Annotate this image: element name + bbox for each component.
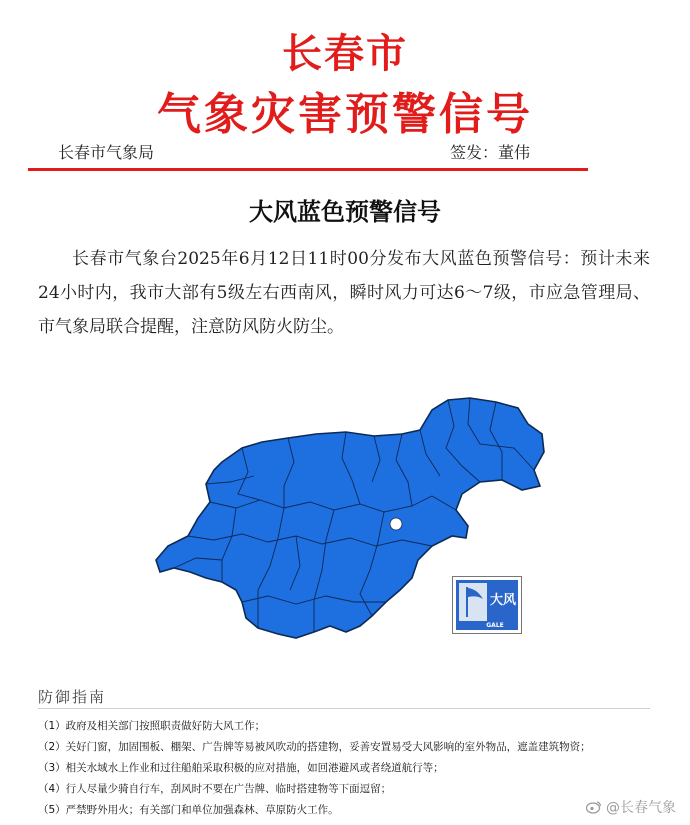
guide-item: （2）关好门窗，加固围板、棚架、广告牌等易被风吹动的搭建物，妥善安置易受大风影响的室外物品，遮盖建筑物资； xyxy=(38,741,591,753)
badge-sublabel: GALE xyxy=(486,622,504,629)
guide-list xyxy=(38,716,658,821)
red-divider xyxy=(28,168,588,171)
badge-label: 大风 xyxy=(489,593,517,608)
issuer: 长春市气象局 xyxy=(58,143,155,162)
warning-body: 长春市气象台2025年6月12日11时00分发布大风蓝色预警信号：预计未来24小时内，我市大部有5级左右西南风，瞬时风力可达6～7级，市应急管理局、市气象局联合提醒，注意防风防火防尘。 xyxy=(38,249,650,337)
city-title: 长春市 xyxy=(282,31,408,77)
guide-item: （4）行人尽量少骑自行车，刮风时不要在广告牌、临时搭建物等下面逗留； xyxy=(38,783,392,795)
weibo-icon xyxy=(586,800,602,814)
watermark xyxy=(586,797,676,817)
gale-badge xyxy=(452,576,522,634)
guide-title: 防御指南 xyxy=(38,688,107,706)
warning-title: 大风蓝色预警信号 xyxy=(249,198,441,226)
guide-item: （1）政府及相关部门按照职责做好防大风工作； xyxy=(38,720,266,732)
guide-item: （3）相关水域水上作业和过往船舶采取积极的应对措施，如回港避风或者绕道航行等； xyxy=(38,762,444,774)
gale-flag-icon xyxy=(453,577,521,633)
guide-divider xyxy=(38,708,650,709)
watermark-text: @长春气象 xyxy=(606,800,676,816)
signer: 签发：董伟 xyxy=(449,143,530,162)
document-title: 气象灾害预警信号 xyxy=(157,89,533,140)
map-hole xyxy=(390,518,402,530)
guide-item: （5）严禁野外用火；有关部门和单位加强森林、草原防火工作。 xyxy=(38,804,339,816)
